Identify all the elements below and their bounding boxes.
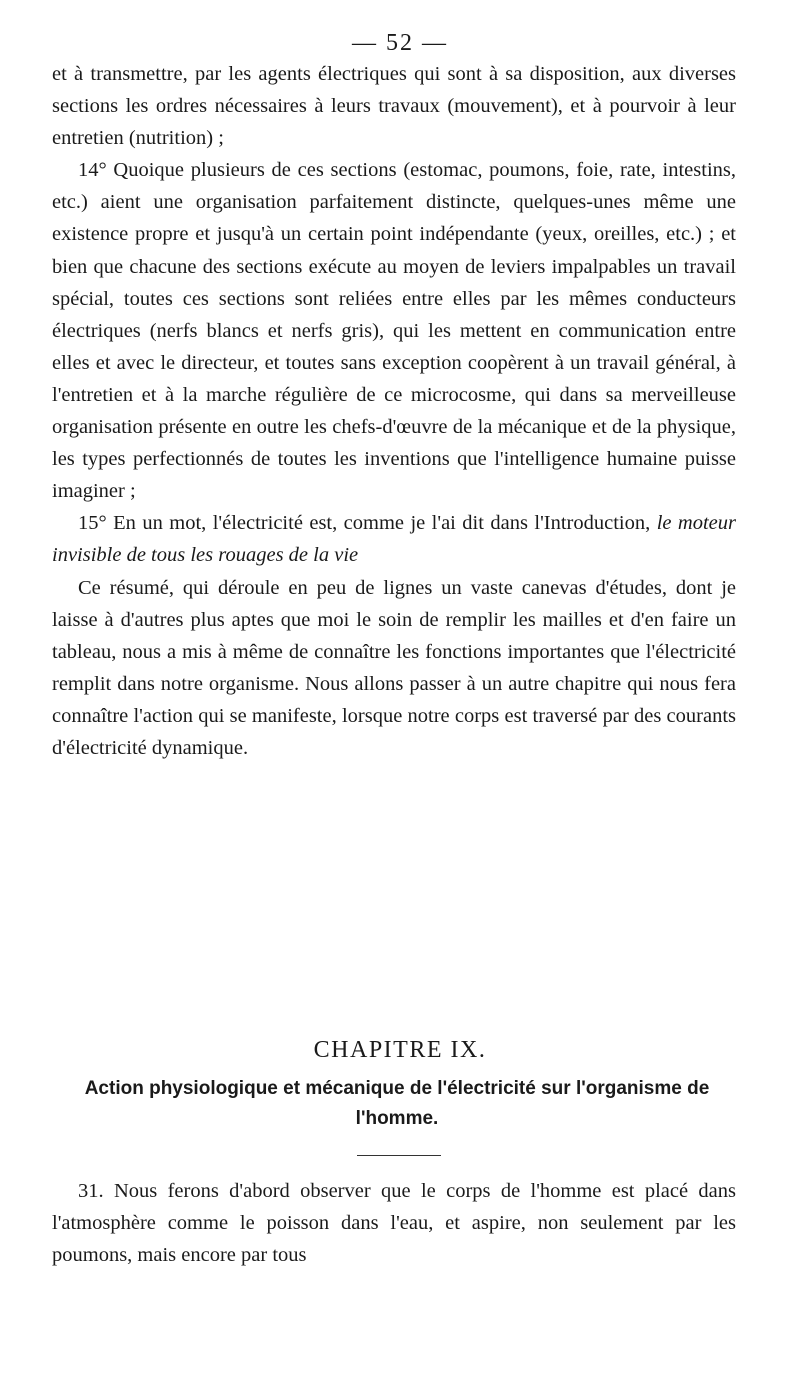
paragraph-continuation: et à transmettre, par les agents électriques qui sont à sa disposition, aux diverses sections les ordres nécessaires à leurs travaux (mouvement), et à pourvoir à leur entretien (nutrition) ; (52, 63, 736, 150)
paragraph-31: 31. Nous ferons d'abord observer que le corps de l'homme est placé dans l'atmosphère comme le poisson dans l'eau, et aspire, non seulement par les poumons, mais encore par tous (52, 1180, 736, 1267)
text-block-top (52, 58, 736, 764)
paragraph-resume: Ce résumé, qui déroule en peu de lignes un vaste canevas d'études, dont je laisse à d'autres plus aptes que moi le soin de remplir les mailles et d'en faire un tableau, nous a mis à même de connaître les fonctions importantes que l'électricité remplit dans notre organisme. Nous allons passer à un autre chapitre qui nous fera connaître l'action qui se manifeste, lorsque notre corps est traversé par des courants d'électricité dynamique. (52, 576, 736, 759)
chapter-title: CHAPITRE IX. (313, 1037, 487, 1063)
chapter-subtitle: Action physiologique et mécanique de l'électricité sur l'organisme de l'homme. (84, 1078, 710, 1129)
section-divider (357, 1155, 441, 1156)
paragraph-14: 14° Quoique plusieurs de ces sections (estomac, poumons, foie, rate, intestins, etc.) aient une organisation parfaitement distincte, quelques-unes même une existence propre et jusqu'à un certain point indépendante (yeux, oreilles, etc.) ; et bien que chacune des sections exécute au moyen de leviers impalpables un travail spécial, toutes ces sections sont reliées entre elles par les mêmes conducteurs électriques (nerfs blancs et nerfs gris), qui les mettent en communication entre elles et avec le directeur, et toutes sans exception coopèrent à un travail général, à l'entretien et à la marche régulière de ce microcosme, qui dans sa merveilleuse organisation présente en outre les chefs-d'œuvre de la mécanique et de la physique, les types perfectionnés de toutes les inventions que l'intelligence humaine puisse imaginer ; (52, 159, 736, 503)
text-block-bottom (52, 1175, 736, 1271)
paragraph-15-text: 15° En un mot, l'électricité est, comme je l'ai dit dans l'Introduction, (78, 512, 651, 535)
page-number: — 52 — (352, 30, 448, 56)
paragraph-15 (52, 507, 736, 571)
paragraph-15-italic: le moteur invisible de tous les rouages de la vie (52, 512, 736, 567)
